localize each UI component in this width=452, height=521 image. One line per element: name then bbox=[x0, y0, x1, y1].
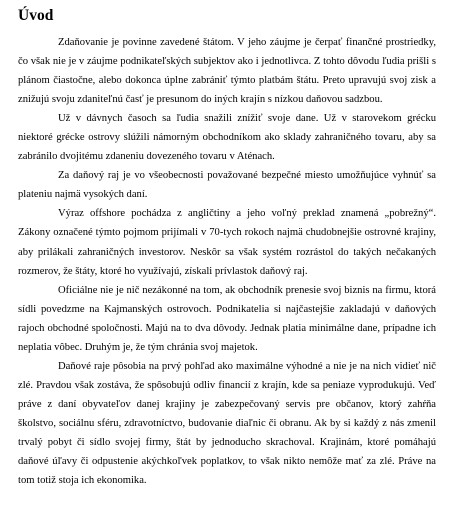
paragraph-ancient-history: Už v dávnych časoch sa ľudia snažili znížiť svoje dane. Už v starovekom grécku niektoré grécke ostrovy slúžili námorným obchodníkom ako sklady zahraničného tovaru, aby sa zabránilo dvojitému zdaneniu dovezeného tovaru v Aténach. bbox=[18, 113, 436, 163]
paragraph-legality: Oficiálne nie je nič nezákonné na tom, ak obchodník prenesie svoj biznis na firmu, ktorá sídli povedzme na Kajmanských ostrovoch. Podnikatelia si najčastejšie zakladajú v daňových rajoch obchodné spoločnosti. Majú na to dva dôvody. Jednak platia minimálne dane, prípadne ich neplatia vôbec. Druhým je, že tým chránia svoj majetok. bbox=[18, 284, 436, 353]
paragraph-taxation-intro: Zdaňovanie je povinne zavedené štátom. V jeho záujme je čerpať finančné prostriedky, čo však nie je v záujme podnikateľských subjektov ako i jednotlivca. Z tohto dôvodu ľudia prišli s plánom čiastočne, alebo dokonca úplne zabrániť týmto platbám štátu. Preto upravujú svoj zisk a znižujú svoju zdaniteľnú časť je presunom do iných krajín s nízkou daňovou sadzbou. bbox=[18, 37, 436, 106]
section-heading: Úvod bbox=[18, 7, 54, 24]
paragraph-tax-haven-definition: Za daňový raj je vo všeobecnosti považované bezpečné miesto umožňujúce vyhnúť sa plateniu najmä vysokých daní. bbox=[18, 170, 436, 201]
paragraph-consequences: Daňové raje pôsobia na prvý pohľad ako maximálne výhodné a nie je na nich vidieť nič zlé. Pravdou však zostáva, že spôsobujú odliv financií z krajín, kde sa peniaze vyprodukujú. Veď práve z daní obyvateľov danej krajiny je zabezpečovaný servis pre občanov, ktorý zahŕňa školstvo, sociálnu sféru, zdravotníctvo, budovanie diaľnic či obranu. Ak by si každý z nás zmenil trvalý pobyt či sídlo svojej firmy, štát by jednoducho skrachoval. Krajinám, ktoré pomáhajú daňové úľavy či odpustenie akýchkoľvek poplatkov, to však nikto nemôže mať za zlé. Práve na tom totiž stoja ich ekonomika. bbox=[18, 360, 436, 487]
paragraph-offshore-origin: Výraz offshore pochádza z angličtiny a jeho voľný preklad znamená „pobrežný“. Zákony označené týmto pojmom prijímali v 70-tych rokoch najmä chudobnejšie ostrovné krajiny, aby prilákali zahraničných investorov. Neskôr sa však systém rozrástol do takých nečakaných rozmerov, že štáty, ktoré ho využívajú, získali prívlastok daňový raj. bbox=[18, 208, 436, 277]
